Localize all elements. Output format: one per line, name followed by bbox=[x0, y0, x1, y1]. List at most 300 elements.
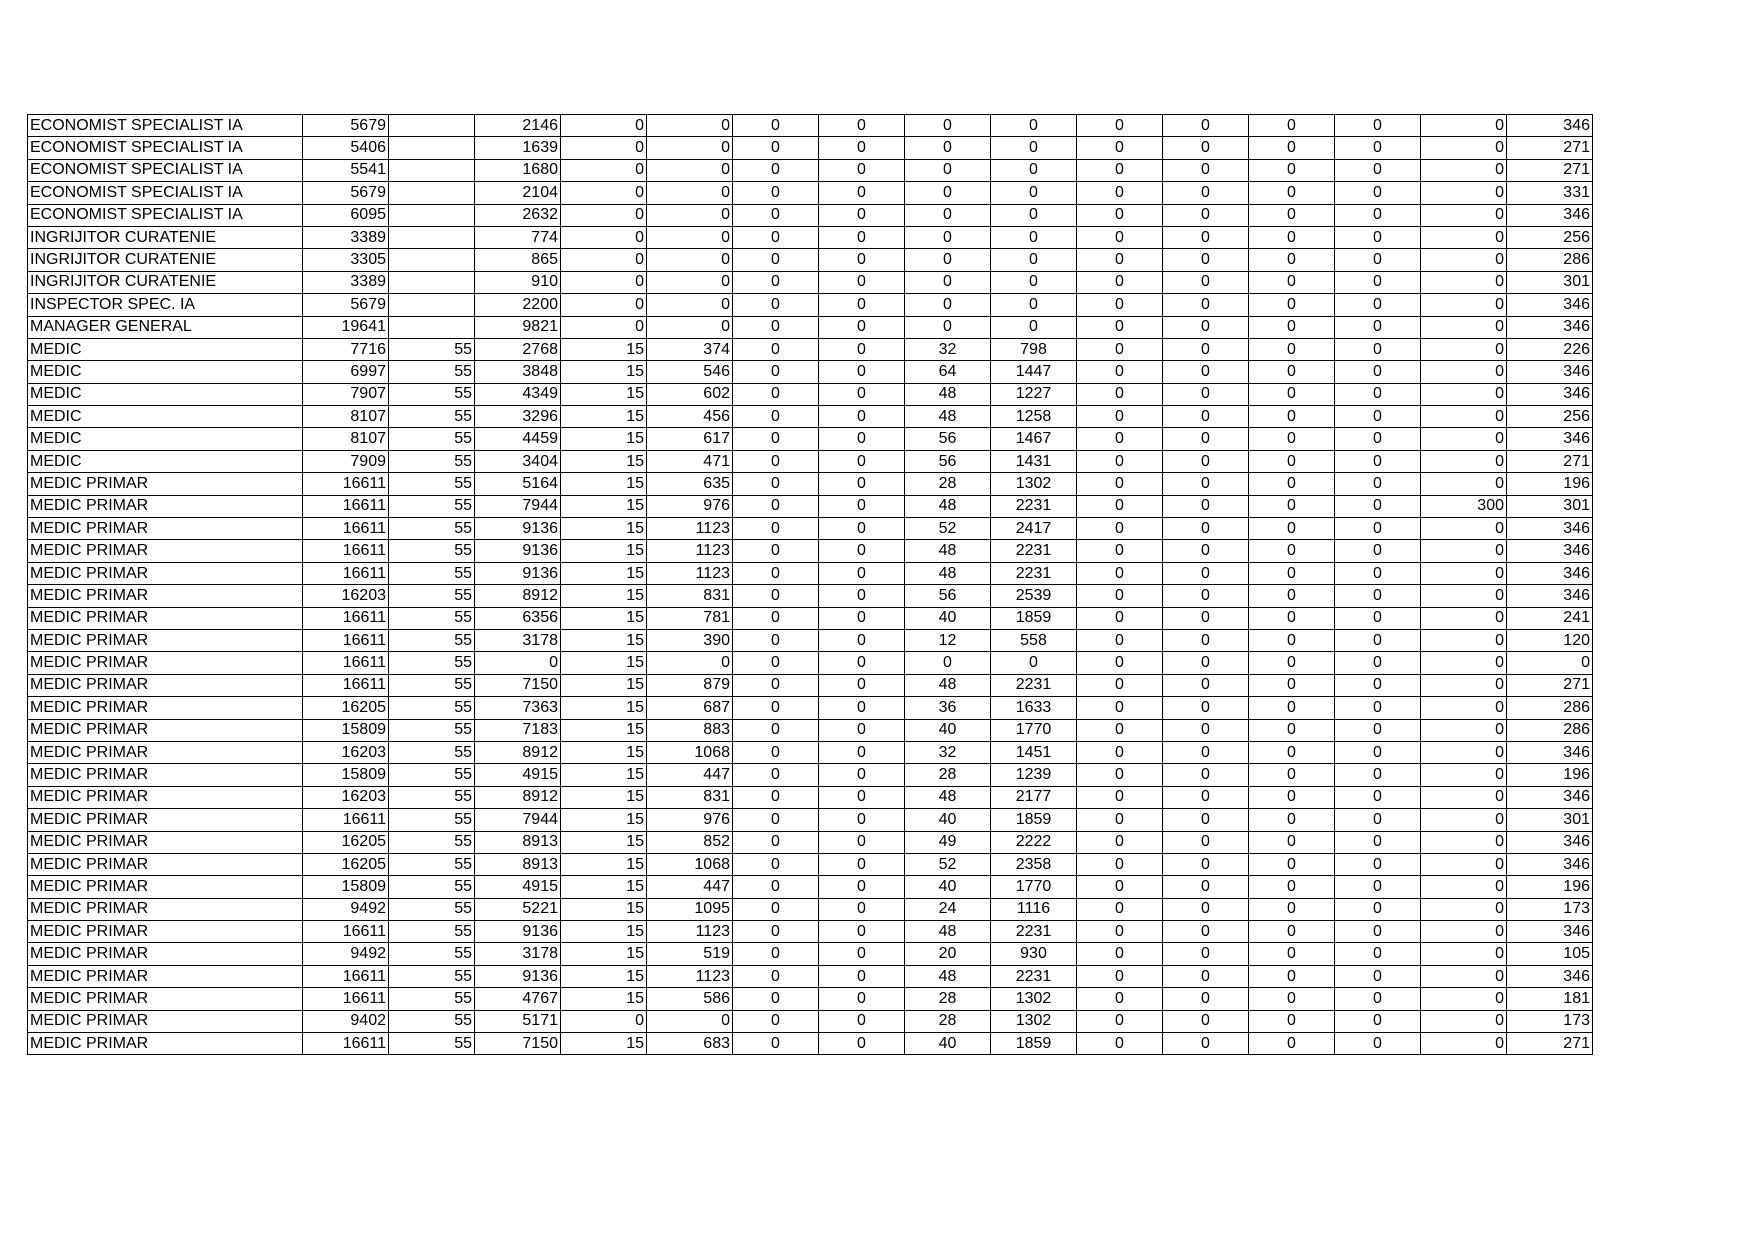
value-cell: 0 bbox=[733, 1033, 819, 1055]
value-cell: 0 bbox=[1163, 831, 1249, 853]
value-cell: 0 bbox=[647, 226, 733, 248]
value-cell: 0 bbox=[647, 294, 733, 316]
value-cell: 15 bbox=[561, 921, 647, 943]
value-cell bbox=[389, 159, 475, 181]
value-cell: 49 bbox=[905, 831, 991, 853]
value-cell: 1123 bbox=[647, 562, 733, 584]
table-row bbox=[28, 921, 1593, 943]
job-title-cell: ECONOMIST SPECIALIST IA bbox=[28, 115, 303, 137]
value-cell: 0 bbox=[819, 831, 905, 853]
value-cell: 271 bbox=[1507, 137, 1593, 159]
value-cell: 546 bbox=[647, 361, 733, 383]
value-cell: 55 bbox=[389, 921, 475, 943]
value-cell: 3178 bbox=[475, 629, 561, 651]
value-cell: 2104 bbox=[475, 182, 561, 204]
value-cell: 2231 bbox=[991, 674, 1077, 696]
value-cell: 0 bbox=[1421, 316, 1507, 338]
value-cell: 19641 bbox=[303, 316, 389, 338]
value-cell: 300 bbox=[1421, 495, 1507, 517]
value-cell: 55 bbox=[389, 764, 475, 786]
value-cell: 0 bbox=[647, 182, 733, 204]
value-cell: 15 bbox=[561, 607, 647, 629]
value-cell: 15 bbox=[561, 809, 647, 831]
value-cell: 0 bbox=[1335, 294, 1421, 316]
value-cell: 64 bbox=[905, 361, 991, 383]
value-cell: 196 bbox=[1507, 473, 1593, 495]
job-title-cell: MEDIC PRIMAR bbox=[28, 898, 303, 920]
value-cell: 16611 bbox=[303, 652, 389, 674]
value-cell bbox=[389, 204, 475, 226]
value-cell: 4915 bbox=[475, 764, 561, 786]
value-cell: 1467 bbox=[991, 428, 1077, 450]
value-cell: 16203 bbox=[303, 741, 389, 763]
value-cell: 0 bbox=[733, 495, 819, 517]
table-row bbox=[28, 562, 1593, 584]
value-cell: 0 bbox=[991, 226, 1077, 248]
value-cell: 0 bbox=[1249, 159, 1335, 181]
value-cell: 390 bbox=[647, 629, 733, 651]
value-cell: 56 bbox=[905, 450, 991, 472]
value-cell: 0 bbox=[1335, 428, 1421, 450]
value-cell: 0 bbox=[1163, 585, 1249, 607]
value-cell: 0 bbox=[1335, 741, 1421, 763]
value-cell: 15 bbox=[561, 585, 647, 607]
value-cell: 0 bbox=[1335, 809, 1421, 831]
value-cell: 2231 bbox=[991, 562, 1077, 584]
value-cell: 0 bbox=[1335, 271, 1421, 293]
value-cell: 2768 bbox=[475, 338, 561, 360]
value-cell: 0 bbox=[733, 115, 819, 137]
value-cell: 0 bbox=[1249, 115, 1335, 137]
value-cell: 0 bbox=[1335, 988, 1421, 1010]
value-cell: 28 bbox=[905, 473, 991, 495]
value-cell: 5679 bbox=[303, 294, 389, 316]
value-cell: 0 bbox=[561, 115, 647, 137]
value-cell: 0 bbox=[1163, 182, 1249, 204]
value-cell: 0 bbox=[1249, 921, 1335, 943]
value-cell: 2417 bbox=[991, 518, 1077, 540]
value-cell: 0 bbox=[1249, 428, 1335, 450]
value-cell: 16205 bbox=[303, 831, 389, 853]
value-cell: 271 bbox=[1507, 1033, 1593, 1055]
value-cell: 0 bbox=[1335, 697, 1421, 719]
table-row bbox=[28, 115, 1593, 137]
value-cell: 7183 bbox=[475, 719, 561, 741]
value-cell: 0 bbox=[1163, 1033, 1249, 1055]
value-cell: 0 bbox=[1249, 249, 1335, 271]
value-cell: 0 bbox=[1421, 585, 1507, 607]
value-cell: 7150 bbox=[475, 674, 561, 696]
value-cell: 48 bbox=[905, 383, 991, 405]
value-cell: 0 bbox=[1421, 540, 1507, 562]
value-cell: 0 bbox=[1077, 518, 1163, 540]
value-cell: 0 bbox=[1163, 249, 1249, 271]
value-cell: 55 bbox=[389, 383, 475, 405]
value-cell: 0 bbox=[1249, 361, 1335, 383]
value-cell: 0 bbox=[1077, 786, 1163, 808]
value-cell: 0 bbox=[1077, 226, 1163, 248]
value-cell: 346 bbox=[1507, 741, 1593, 763]
value-cell: 0 bbox=[1249, 674, 1335, 696]
value-cell: 120 bbox=[1507, 629, 1593, 651]
value-cell: 16611 bbox=[303, 988, 389, 1010]
value-cell: 0 bbox=[1335, 674, 1421, 696]
value-cell: 0 bbox=[1421, 898, 1507, 920]
value-cell: 0 bbox=[561, 294, 647, 316]
value-cell: 0 bbox=[1249, 294, 1335, 316]
value-cell: 0 bbox=[1335, 831, 1421, 853]
value-cell: 1770 bbox=[991, 876, 1077, 898]
value-cell: 0 bbox=[819, 674, 905, 696]
value-cell: 0 bbox=[733, 585, 819, 607]
value-cell: 0 bbox=[1335, 719, 1421, 741]
table-row bbox=[28, 853, 1593, 875]
value-cell: 48 bbox=[905, 921, 991, 943]
value-cell: 40 bbox=[905, 719, 991, 741]
value-cell: 0 bbox=[733, 137, 819, 159]
value-cell: 2200 bbox=[475, 294, 561, 316]
value-cell: 0 bbox=[1335, 764, 1421, 786]
value-cell: 0 bbox=[733, 809, 819, 831]
value-cell: 15 bbox=[561, 741, 647, 763]
value-cell: 0 bbox=[1421, 473, 1507, 495]
value-cell: 976 bbox=[647, 809, 733, 831]
value-cell: 0 bbox=[1077, 406, 1163, 428]
value-cell: 15 bbox=[561, 518, 647, 540]
job-title-cell: MEDIC PRIMAR bbox=[28, 809, 303, 831]
value-cell: 0 bbox=[819, 853, 905, 875]
value-cell: 55 bbox=[389, 697, 475, 719]
table-row bbox=[28, 159, 1593, 181]
value-cell: 9136 bbox=[475, 562, 561, 584]
value-cell: 1859 bbox=[991, 809, 1077, 831]
value-cell: 0 bbox=[1077, 204, 1163, 226]
job-title-cell: MEDIC PRIMAR bbox=[28, 876, 303, 898]
value-cell: 196 bbox=[1507, 876, 1593, 898]
value-cell: 0 bbox=[1249, 226, 1335, 248]
value-cell: 0 bbox=[819, 473, 905, 495]
value-cell: 0 bbox=[733, 921, 819, 943]
value-cell: 0 bbox=[819, 518, 905, 540]
value-cell: 9136 bbox=[475, 518, 561, 540]
value-cell: 0 bbox=[1335, 115, 1421, 137]
value-cell: 0 bbox=[1421, 629, 1507, 651]
value-cell: 0 bbox=[1077, 294, 1163, 316]
value-cell: 0 bbox=[1163, 115, 1249, 137]
value-cell: 0 bbox=[1163, 876, 1249, 898]
value-cell: 55 bbox=[389, 1033, 475, 1055]
table-row bbox=[28, 741, 1593, 763]
value-cell: 0 bbox=[561, 316, 647, 338]
value-cell: 471 bbox=[647, 450, 733, 472]
value-cell: 0 bbox=[819, 182, 905, 204]
value-cell: 1680 bbox=[475, 159, 561, 181]
value-cell: 5171 bbox=[475, 1010, 561, 1032]
value-cell: 2231 bbox=[991, 965, 1077, 987]
value-cell: 0 bbox=[905, 294, 991, 316]
value-cell: 28 bbox=[905, 988, 991, 1010]
value-cell: 0 bbox=[1163, 629, 1249, 651]
value-cell: 346 bbox=[1507, 965, 1593, 987]
value-cell: 0 bbox=[733, 159, 819, 181]
value-cell: 0 bbox=[647, 249, 733, 271]
value-cell: 0 bbox=[1077, 809, 1163, 831]
value-cell: 0 bbox=[1249, 518, 1335, 540]
value-cell: 0 bbox=[1421, 988, 1507, 1010]
value-cell: 0 bbox=[1335, 361, 1421, 383]
value-cell: 0 bbox=[1421, 809, 1507, 831]
value-cell bbox=[389, 294, 475, 316]
value-cell: 0 bbox=[733, 607, 819, 629]
value-cell: 6997 bbox=[303, 361, 389, 383]
value-cell: 0 bbox=[1077, 316, 1163, 338]
value-cell: 0 bbox=[905, 271, 991, 293]
table-row bbox=[28, 383, 1593, 405]
value-cell: 16611 bbox=[303, 921, 389, 943]
value-cell: 55 bbox=[389, 585, 475, 607]
value-cell: 0 bbox=[1421, 674, 1507, 696]
value-cell: 0 bbox=[991, 271, 1077, 293]
value-cell: 0 bbox=[905, 226, 991, 248]
value-cell: 0 bbox=[1249, 383, 1335, 405]
value-cell: 0 bbox=[1249, 607, 1335, 629]
value-cell: 32 bbox=[905, 338, 991, 360]
value-cell: 0 bbox=[561, 182, 647, 204]
value-cell: 6356 bbox=[475, 607, 561, 629]
value-cell: 0 bbox=[733, 943, 819, 965]
table-row bbox=[28, 719, 1593, 741]
value-cell: 0 bbox=[733, 831, 819, 853]
job-title-cell: MEDIC PRIMAR bbox=[28, 585, 303, 607]
value-cell: 241 bbox=[1507, 607, 1593, 629]
value-cell bbox=[389, 115, 475, 137]
value-cell: 0 bbox=[1077, 271, 1163, 293]
value-cell: 196 bbox=[1507, 764, 1593, 786]
job-title-cell: MEDIC PRIMAR bbox=[28, 652, 303, 674]
value-cell: 0 bbox=[819, 965, 905, 987]
value-cell: 0 bbox=[1421, 226, 1507, 248]
value-cell: 1239 bbox=[991, 764, 1077, 786]
value-cell: 16611 bbox=[303, 473, 389, 495]
value-cell: 0 bbox=[1163, 809, 1249, 831]
value-cell: 3404 bbox=[475, 450, 561, 472]
value-cell: 0 bbox=[1077, 450, 1163, 472]
value-cell: 0 bbox=[991, 204, 1077, 226]
value-cell: 301 bbox=[1507, 271, 1593, 293]
value-cell: 0 bbox=[1163, 697, 1249, 719]
value-cell: 0 bbox=[991, 159, 1077, 181]
value-cell: 3848 bbox=[475, 361, 561, 383]
table-body bbox=[28, 115, 1593, 1055]
value-cell: 0 bbox=[1335, 876, 1421, 898]
value-cell: 0 bbox=[1163, 338, 1249, 360]
value-cell: 0 bbox=[1249, 629, 1335, 651]
value-cell: 0 bbox=[1421, 115, 1507, 137]
value-cell: 0 bbox=[1077, 137, 1163, 159]
table-row bbox=[28, 428, 1593, 450]
table-row bbox=[28, 249, 1593, 271]
job-title-cell: MEDIC bbox=[28, 361, 303, 383]
value-cell: 0 bbox=[1249, 876, 1335, 898]
value-cell: 15809 bbox=[303, 764, 389, 786]
value-cell: 0 bbox=[1249, 988, 1335, 1010]
value-cell: 7944 bbox=[475, 495, 561, 517]
job-title-cell: MANAGER GENERAL bbox=[28, 316, 303, 338]
value-cell: 0 bbox=[1249, 898, 1335, 920]
job-title-cell: ECONOMIST SPECIALIST IA bbox=[28, 159, 303, 181]
value-cell: 0 bbox=[733, 988, 819, 1010]
value-cell: 5679 bbox=[303, 115, 389, 137]
job-title-cell: INSPECTOR SPEC. IA bbox=[28, 294, 303, 316]
job-title-cell: MEDIC bbox=[28, 406, 303, 428]
value-cell: 0 bbox=[991, 137, 1077, 159]
value-cell: 48 bbox=[905, 495, 991, 517]
value-cell: 256 bbox=[1507, 226, 1593, 248]
value-cell: 346 bbox=[1507, 428, 1593, 450]
value-cell: 0 bbox=[647, 137, 733, 159]
value-cell: 0 bbox=[905, 159, 991, 181]
value-cell: 0 bbox=[1077, 965, 1163, 987]
value-cell: 0 bbox=[905, 182, 991, 204]
value-cell: 0 bbox=[1335, 607, 1421, 629]
value-cell: 16205 bbox=[303, 853, 389, 875]
value-cell: 256 bbox=[1507, 406, 1593, 428]
value-cell: 0 bbox=[1335, 518, 1421, 540]
value-cell: 3389 bbox=[303, 226, 389, 248]
value-cell: 558 bbox=[991, 629, 1077, 651]
value-cell: 0 bbox=[819, 383, 905, 405]
value-cell: 0 bbox=[1335, 786, 1421, 808]
value-cell: 0 bbox=[1249, 853, 1335, 875]
value-cell: 55 bbox=[389, 562, 475, 584]
value-cell: 0 bbox=[647, 271, 733, 293]
value-cell: 55 bbox=[389, 719, 475, 741]
value-cell: 0 bbox=[733, 741, 819, 763]
value-cell: 271 bbox=[1507, 450, 1593, 472]
table-row bbox=[28, 629, 1593, 651]
value-cell: 0 bbox=[1077, 607, 1163, 629]
value-cell: 0 bbox=[819, 809, 905, 831]
value-cell: 0 bbox=[733, 182, 819, 204]
value-cell: 15 bbox=[561, 540, 647, 562]
value-cell: 0 bbox=[733, 629, 819, 651]
value-cell: 0 bbox=[1077, 831, 1163, 853]
value-cell: 0 bbox=[1249, 182, 1335, 204]
value-cell: 331 bbox=[1507, 182, 1593, 204]
value-cell: 0 bbox=[1421, 562, 1507, 584]
value-cell: 0 bbox=[1077, 674, 1163, 696]
value-cell: 0 bbox=[1163, 204, 1249, 226]
value-cell: 0 bbox=[1077, 562, 1163, 584]
value-cell: 5406 bbox=[303, 137, 389, 159]
value-cell: 0 bbox=[475, 652, 561, 674]
value-cell: 9136 bbox=[475, 965, 561, 987]
value-cell: 346 bbox=[1507, 316, 1593, 338]
value-cell: 15 bbox=[561, 495, 647, 517]
value-cell: 15 bbox=[561, 697, 647, 719]
value-cell: 1859 bbox=[991, 607, 1077, 629]
value-cell: 0 bbox=[733, 450, 819, 472]
value-cell: 0 bbox=[733, 249, 819, 271]
value-cell: 20 bbox=[905, 943, 991, 965]
value-cell: 617 bbox=[647, 428, 733, 450]
value-cell: 16205 bbox=[303, 697, 389, 719]
value-cell: 0 bbox=[733, 697, 819, 719]
value-cell: 0 bbox=[1249, 786, 1335, 808]
value-cell: 55 bbox=[389, 898, 475, 920]
value-cell: 0 bbox=[905, 652, 991, 674]
table-row bbox=[28, 1033, 1593, 1055]
value-cell: 346 bbox=[1507, 831, 1593, 853]
value-cell: 0 bbox=[1077, 876, 1163, 898]
value-cell: 56 bbox=[905, 428, 991, 450]
value-cell: 0 bbox=[1249, 495, 1335, 517]
value-cell: 0 bbox=[1335, 1010, 1421, 1032]
value-cell: 0 bbox=[991, 316, 1077, 338]
value-cell: 0 bbox=[1249, 316, 1335, 338]
value-cell: 15 bbox=[561, 338, 647, 360]
value-cell: 40 bbox=[905, 809, 991, 831]
value-cell: 0 bbox=[819, 607, 905, 629]
value-cell: 831 bbox=[647, 585, 733, 607]
value-cell: 602 bbox=[647, 383, 733, 405]
job-title-cell: MEDIC PRIMAR bbox=[28, 1033, 303, 1055]
value-cell: 0 bbox=[1163, 764, 1249, 786]
table-row bbox=[28, 674, 1593, 696]
table-row bbox=[28, 406, 1593, 428]
value-cell: 0 bbox=[1421, 965, 1507, 987]
job-title-cell: ECONOMIST SPECIALIST IA bbox=[28, 204, 303, 226]
value-cell: 910 bbox=[475, 271, 561, 293]
value-cell: 831 bbox=[647, 786, 733, 808]
table-row bbox=[28, 226, 1593, 248]
value-cell: 0 bbox=[819, 764, 905, 786]
value-cell: 0 bbox=[1421, 338, 1507, 360]
job-title-cell: MEDIC bbox=[28, 450, 303, 472]
table-row bbox=[28, 786, 1593, 808]
value-cell: 0 bbox=[733, 316, 819, 338]
value-cell: 0 bbox=[1249, 943, 1335, 965]
value-cell: 346 bbox=[1507, 786, 1593, 808]
table-row bbox=[28, 697, 1593, 719]
value-cell: 0 bbox=[733, 428, 819, 450]
value-cell: 0 bbox=[819, 226, 905, 248]
value-cell: 0 bbox=[1077, 495, 1163, 517]
value-cell: 0 bbox=[819, 1033, 905, 1055]
value-cell: 346 bbox=[1507, 115, 1593, 137]
value-cell: 2146 bbox=[475, 115, 561, 137]
value-cell: 0 bbox=[1163, 540, 1249, 562]
value-cell: 0 bbox=[1077, 764, 1163, 786]
value-cell: 447 bbox=[647, 876, 733, 898]
value-cell: 0 bbox=[1163, 853, 1249, 875]
value-cell: 0 bbox=[1335, 585, 1421, 607]
value-cell: 0 bbox=[819, 562, 905, 584]
value-cell: 0 bbox=[1163, 361, 1249, 383]
value-cell: 930 bbox=[991, 943, 1077, 965]
value-cell: 0 bbox=[733, 383, 819, 405]
value-cell: 0 bbox=[819, 294, 905, 316]
value-cell: 55 bbox=[389, 518, 475, 540]
value-cell: 0 bbox=[733, 898, 819, 920]
value-cell: 0 bbox=[1163, 562, 1249, 584]
table-row bbox=[28, 450, 1593, 472]
value-cell: 0 bbox=[819, 428, 905, 450]
value-cell: 8912 bbox=[475, 585, 561, 607]
value-cell: 0 bbox=[1163, 473, 1249, 495]
value-cell: 16611 bbox=[303, 562, 389, 584]
value-cell: 0 bbox=[819, 450, 905, 472]
